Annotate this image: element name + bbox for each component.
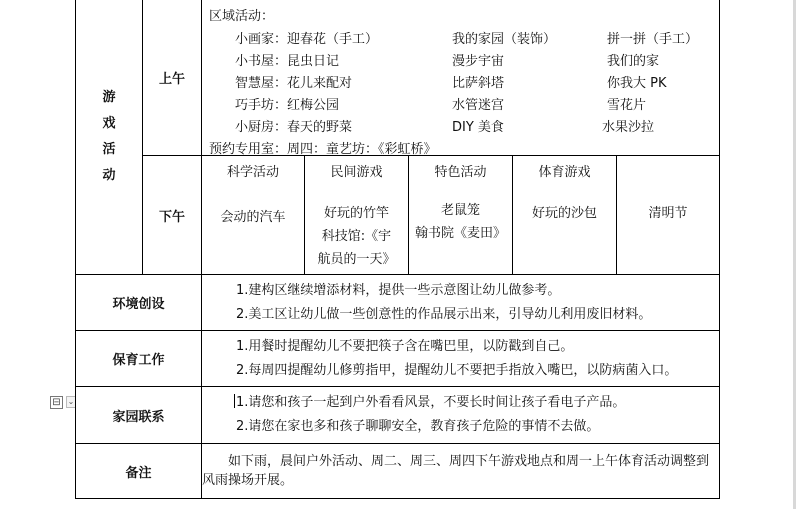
area-cell: 雪花片: [607, 98, 647, 113]
note-line: 2.美工区让幼儿做一些创意性的作品展示出来，引导幼儿利用废旧材料。: [236, 306, 652, 322]
home-notes[interactable]: [202, 387, 720, 444]
text-cursor: [234, 394, 235, 408]
pm-col-science: [202, 156, 305, 275]
note-text: 1.请您和孩子一起到户外看看风景，不要长时间让孩子看电子产品。: [236, 395, 626, 410]
games-section-label: [76, 0, 143, 275]
note-line: 1.建构区继续增添材料，提供一些示意图让幼儿做参考。: [236, 282, 561, 298]
pm-col-item: 航员的一天》: [317, 252, 396, 267]
pm-col-item: 老鼠笼: [440, 203, 480, 218]
booking-line: 预约专用室：周四：童艺坊：《彩虹桥》: [209, 142, 437, 157]
pm-label: 下午: [143, 156, 202, 275]
pm-col-item: 翰书院《麦田》: [414, 226, 506, 241]
games-label-char: 活: [102, 141, 116, 157]
area-cell: 小画家：迎春花（手工）: [235, 32, 379, 47]
pm-col-folk-games: [305, 156, 409, 275]
care-notes: [202, 331, 720, 387]
games-label-char: 戏: [102, 115, 116, 131]
area-cell: 巧手坊：红梅公园: [235, 98, 340, 113]
area-title: 区域活动：: [209, 9, 275, 24]
pm-col-festival: [617, 156, 720, 275]
pm-col-head: 体育游戏: [538, 165, 591, 180]
area-activities-cell: [202, 0, 720, 156]
area-cell: 小书屋：昆虫日记: [235, 54, 340, 69]
care-label: 保育工作: [76, 331, 202, 387]
area-cell: 漫步宇宙: [452, 54, 505, 69]
area-cell: 我的家园（装饰）: [452, 32, 557, 47]
environment-label: 环境创设: [76, 275, 202, 331]
area-cell: 比萨斜塔: [452, 76, 505, 91]
pm-col-sports: [513, 156, 617, 275]
pm-col-head: 特色活动: [434, 165, 487, 180]
pm-col-head: 民间游戏: [330, 165, 383, 180]
note-line-with-caret[interactable]: [202, 391, 719, 415]
pm-col-head: 科学活动: [226, 165, 279, 180]
environment-notes: [202, 275, 720, 331]
pm-col-item: 好玩的沙包: [531, 206, 597, 221]
pm-col-item: 清明节: [648, 206, 688, 221]
table-anchor-icon[interactable]: ⊟: [50, 396, 63, 409]
games-label-char: 动: [102, 167, 116, 183]
area-cell: 水果沙拉: [602, 120, 655, 135]
area-cell: 我们的家: [607, 54, 660, 69]
area-cell: 拼一拼（手工）: [607, 32, 699, 47]
remarks-text: 如下雨，晨间户外活动、周二、周三、周四下午游戏地点和周一上午体育活动调整到风雨操场开展。: [202, 444, 720, 499]
area-cell: DIY 美食: [452, 120, 504, 135]
chevron-down-icon[interactable]: ⌄: [67, 397, 75, 406]
pm-col-special: [409, 156, 513, 275]
area-cell: 智慧屋：花儿来配对: [235, 76, 353, 91]
note-line: 2.每周四提醒幼儿修剪指甲，提醒幼儿不要把手指放入嘴巴，以防病菌入口。: [236, 362, 678, 378]
pm-col-item: 会动的汽车: [220, 210, 286, 225]
games-label-char: 游: [102, 89, 116, 105]
area-cell: 水管迷宫: [452, 98, 505, 113]
pm-col-item: 科技馆:《宇: [321, 229, 392, 244]
weekly-plan-table: [75, 0, 720, 499]
note-line: 1.用餐时提醒幼儿不要把筷子含在嘴巴里，以防戳到自己。: [236, 338, 574, 354]
area-cell: 你我大 PK: [607, 76, 667, 91]
remarks-label: 备注: [76, 444, 202, 499]
am-label: 上午: [143, 0, 202, 156]
area-cell: 小厨房：春天的野菜: [235, 120, 353, 135]
note-line: 2.请您在家也多和孩子聊聊安全，教育孩子危险的事情不去做。: [236, 419, 600, 434]
pm-col-item: 好玩的竹竿: [323, 206, 389, 221]
home-label: 家园联系: [76, 387, 202, 444]
